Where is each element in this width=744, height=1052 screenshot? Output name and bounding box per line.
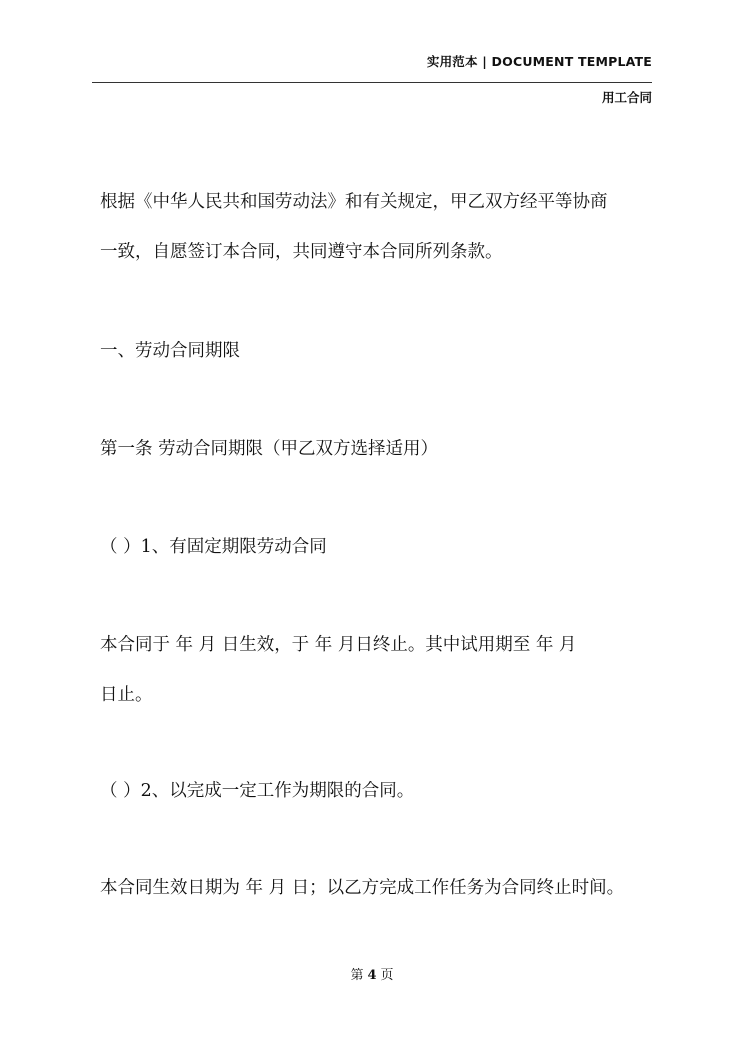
header-template-label: 实用范本 | DOCUMENT TEMPLATE (426, 54, 652, 69)
paragraph-intro-line-1: 根据《中华人民共和国劳动法》和有关规定，甲乙双方经平等协商 (100, 192, 608, 212)
fixed-term-clause-line-1: 本合同于 年 月 日生效，于 年 月日终止。其中试用期至 年 月 (100, 635, 577, 655)
option-fixed-term-contract: （ ）1、有固定期限劳动合同 (100, 537, 327, 557)
footer-suffix: 页 (380, 968, 394, 983)
page-footer (0, 964, 744, 983)
page-number: 4 (367, 968, 377, 983)
header-divider (92, 82, 652, 83)
task-based-clause: 本合同生效日期为 年 月 日；以乙方完成工作任务为合同终止时间。 (100, 878, 625, 898)
article-one-title: 第一条 劳动合同期限（甲乙双方选择适用） (100, 439, 439, 459)
footer-prefix: 第 (350, 968, 364, 983)
header-document-type: 用工合同 (601, 90, 652, 105)
option-task-based-contract: （ ）2、以完成一定工作为期限的合同。 (100, 781, 415, 801)
fixed-term-clause-line-2: 日止。 (100, 685, 153, 705)
section-heading-contract-term: 一、劳动合同期限 (100, 341, 240, 361)
paragraph-intro-line-2: 一致，自愿签订本合同，共同遵守本合同所列条款。 (100, 242, 503, 262)
